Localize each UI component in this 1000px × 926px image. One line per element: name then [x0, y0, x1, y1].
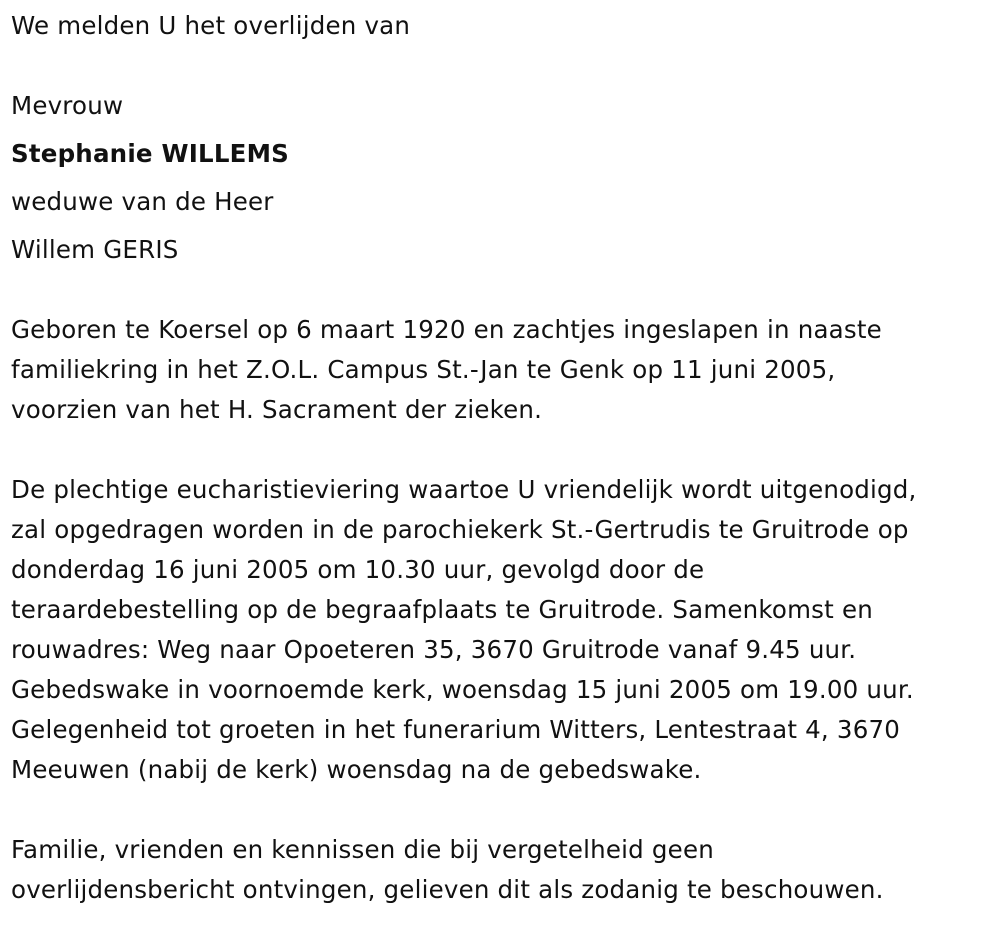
- paragraph-line: Meeuwen (nabij de kerk) woensdag na de gebedswake.: [11, 755, 702, 784]
- husband-name: Willem GERIS: [11, 235, 179, 264]
- deceased-name: Stephanie WILLEMS: [11, 139, 289, 168]
- paragraph-line: familiekring in het Z.O.L. Campus St.-Jan te Genk op 11 juni 2005,: [11, 355, 836, 384]
- paragraph-line: Familie, vrienden en kennissen die bij vergetelheid geen: [11, 835, 714, 864]
- honorific: Mevrouw: [11, 91, 124, 120]
- paragraph-line: teraardebestelling op de begraafplaats te Gruitrode. Samenkomst en: [11, 595, 873, 624]
- paragraph-line: Gelegenheid tot groeten in het funerarium Witters, Lentestraat 4, 3670: [11, 715, 901, 744]
- closing-paragraph: [11, 830, 884, 910]
- paragraph-line: Gebedswake in voornoemde kerk, woensdag 15 juni 2005 om 19.00 uur.: [11, 675, 914, 704]
- paragraph-line: De plechtige eucharistieviering waartoe U vriendelijk wordt uitgenodigd,: [11, 475, 917, 504]
- paragraph-line: donderdag 16 juni 2005 om 10.30 uur, gevolgd door de: [11, 555, 705, 584]
- paragraph-line: zal opgedragen worden in de parochiekerk St.-Gertrudis te Gruitrode op: [11, 515, 909, 544]
- intro-text: We melden U het overlijden van: [11, 11, 411, 40]
- paragraph-line: Geboren te Koersel op 6 maart 1920 en zachtjes ingeslapen in naaste: [11, 315, 882, 344]
- paragraph-line: overlijdensbericht ontvingen, gelieven dit als zodanig te beschouwen.: [11, 875, 884, 904]
- widow-of-text: weduwe van de Heer: [11, 187, 274, 216]
- birth-paragraph: [11, 310, 882, 430]
- ceremony-paragraph: [11, 470, 917, 790]
- paragraph-line: rouwadres: Weg naar Opoeteren 35, 3670 Gruitrode vanaf 9.45 uur.: [11, 635, 857, 664]
- paragraph-line: voorzien van het H. Sacrament der zieken.: [11, 395, 543, 424]
